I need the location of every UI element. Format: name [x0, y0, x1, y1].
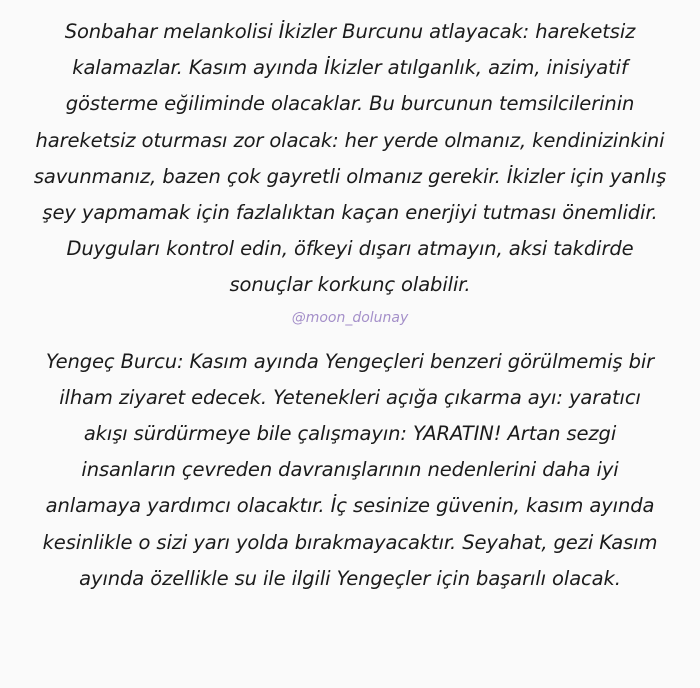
text-line: sonuçlar korkunç olabilir.: [229, 273, 471, 297]
text-line: Yengeç Burcu: Kasım ayında Yengeçleri benzeri görülmemiş bir: [45, 349, 655, 373]
paragraph-gemini: [18, 14, 682, 304]
text-line: kesinlikle o sizi yarı yolda bırakmayacaktır. Seyahat, gezi Kasım: [42, 530, 658, 554]
text-line: hareketsiz oturması zor olacak: her yerde olmanız, kendinizinkini: [35, 128, 665, 152]
text-line: gösterme eğiliminde olacaklar. Bu burcunun temsilcilerinin: [65, 92, 635, 116]
text-line: akışı sürdürmeye bile çalışmayın: YARATIN! Artan sezgi: [83, 422, 617, 446]
text-line: ilham ziyaret edecek. Yetenekleri açığa çıkarma ayı: yaratıcı: [59, 385, 641, 409]
text-line: şey yapmamak için fazlalıktan kaçan enerjiyi tutması önemlidir.: [42, 201, 658, 225]
text-line: Sonbahar melankolisi İkizler Burcunu atlayacak: hareketsiz: [64, 20, 636, 43]
text-line: kalamazlar. Kasım ayında İkizler atılganlık, azim, inisiyatif: [72, 56, 628, 80]
text-line: ayında özellikle su ile ilgili Yengeçler için başarılı olacak.: [79, 566, 621, 590]
text-line: Duyguları kontrol edin, öfkeyi dışarı atmayın, aksi takdirde: [66, 237, 634, 261]
text-line: savunmanız, bazen çok gayretli olmanız gerekir. İkizler için yanlış: [33, 164, 667, 188]
watermark-handle: @moon_dolunay: [291, 309, 409, 326]
text-line: insanların çevreden davranışlarının nedenlerini daha iyi: [81, 458, 619, 482]
text-line: anlamaya yardımcı olacaktır. İç sesinize güvenin, kasım ayında: [45, 494, 655, 518]
paragraph-cancer: [18, 344, 682, 597]
